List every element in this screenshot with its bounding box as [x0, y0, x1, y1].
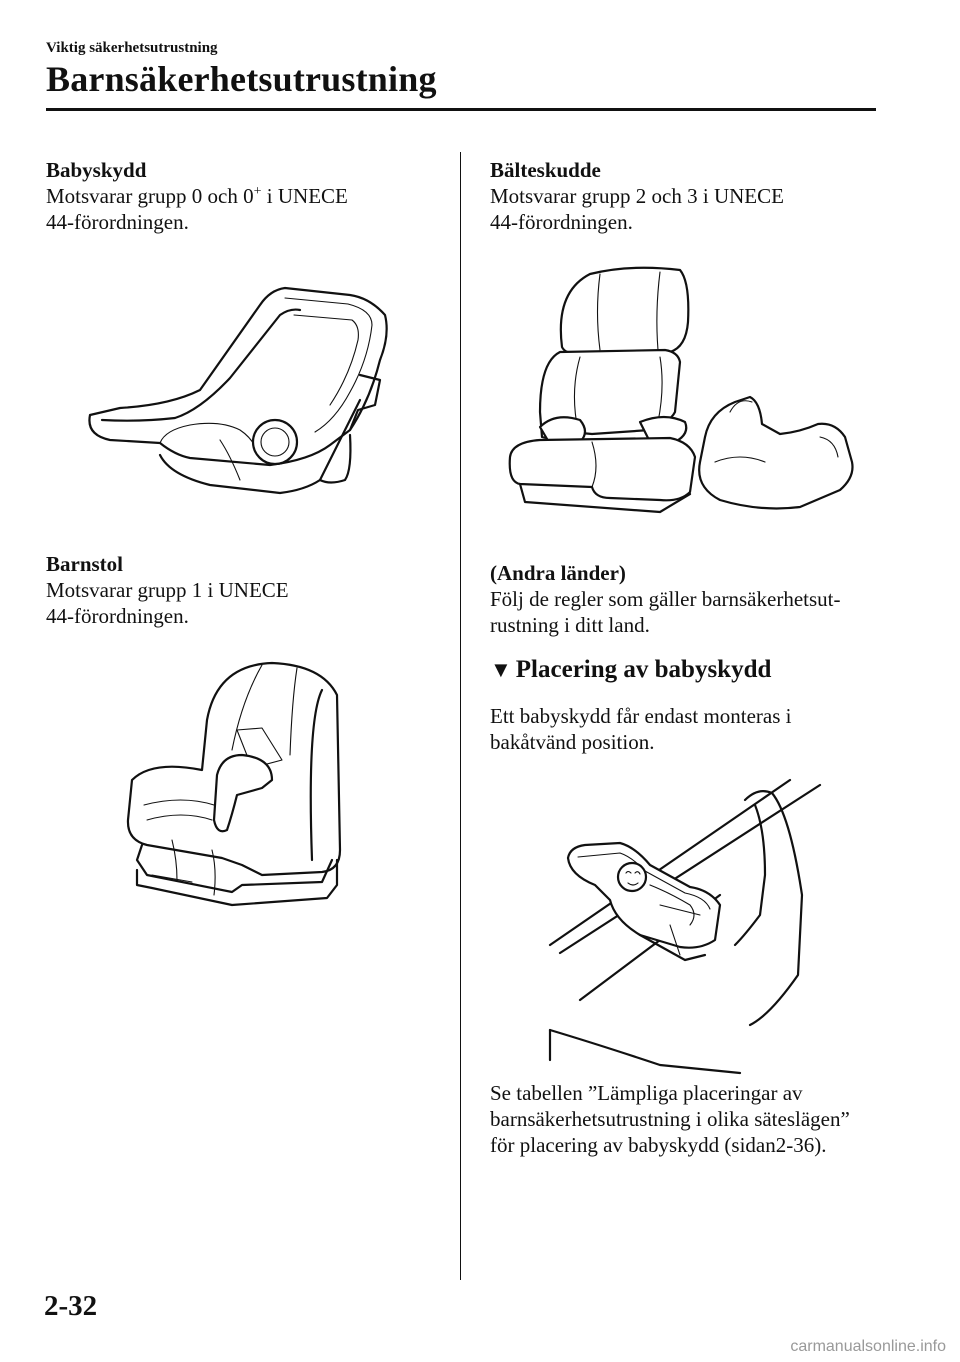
balteskudde-text-line1: Motsvarar grupp 2 och 3 i UNECE [490, 184, 784, 208]
watermark: carmanualsonline.info [790, 1338, 946, 1355]
barnstol-block [46, 551, 289, 629]
barnstol-text-line1: Motsvarar grupp 1 i UNECE [46, 578, 289, 602]
column-divider [460, 152, 461, 1280]
se-tabellen-text-line1: Se tabellen ”Lämpliga placeringar av [490, 1081, 803, 1105]
child-seat-illustration [122, 660, 352, 932]
placering-block [490, 703, 792, 755]
placering-section-heading: ▼ Placering av babyskydd [490, 656, 772, 683]
placering-text-line2: bakåtvänd position. [490, 730, 655, 754]
header-rule [46, 108, 876, 111]
infant-carrier-illustration [80, 280, 400, 500]
booster-seat-illustration [500, 262, 860, 524]
plus-superscript: + [253, 184, 262, 199]
andra-lander-block [490, 560, 840, 638]
babyskydd-block [46, 157, 348, 235]
babyskydd-text-line2: 44-förordningen. [46, 210, 189, 234]
rear-facing-installation-illustration [540, 775, 840, 1075]
placering-text-line1: Ett babyskydd får endast monteras i [490, 704, 792, 728]
page-title: Barnsäkerhetsutrustning [46, 59, 437, 99]
se-tabellen-text-line3: för placering av babyskydd (sidan2-36). [490, 1133, 827, 1157]
balteskudde-block [490, 157, 784, 235]
barnstol-text-line2: 44-förordningen. [46, 604, 189, 628]
down-triangle-icon: ▼ [490, 657, 512, 682]
andra-lander-text-line1: Följ de regler som gäller barnsäkerhetsut- [490, 587, 841, 611]
andra-lander-heading: (Andra länder) [490, 561, 626, 585]
section-label: Viktig säkerhetsutrustning [46, 40, 218, 56]
barnstol-heading: Barnstol [46, 552, 124, 576]
balteskudde-heading: Bälteskudde [490, 158, 601, 182]
babyskydd-heading: Babyskydd [46, 158, 147, 182]
se-tabellen-block [490, 1080, 850, 1158]
babyskydd-text-line1: Motsvarar grupp 0 och 0+ i UNECE [46, 184, 348, 208]
se-tabellen-text-line2: barnsäkerhetsutrustning i olika säteslägen” [490, 1107, 850, 1131]
andra-lander-text-line2: rustning i ditt land. [490, 613, 650, 637]
page-number: 2-32 [44, 1290, 98, 1322]
balteskudde-text-line2: 44-förordningen. [490, 210, 633, 234]
